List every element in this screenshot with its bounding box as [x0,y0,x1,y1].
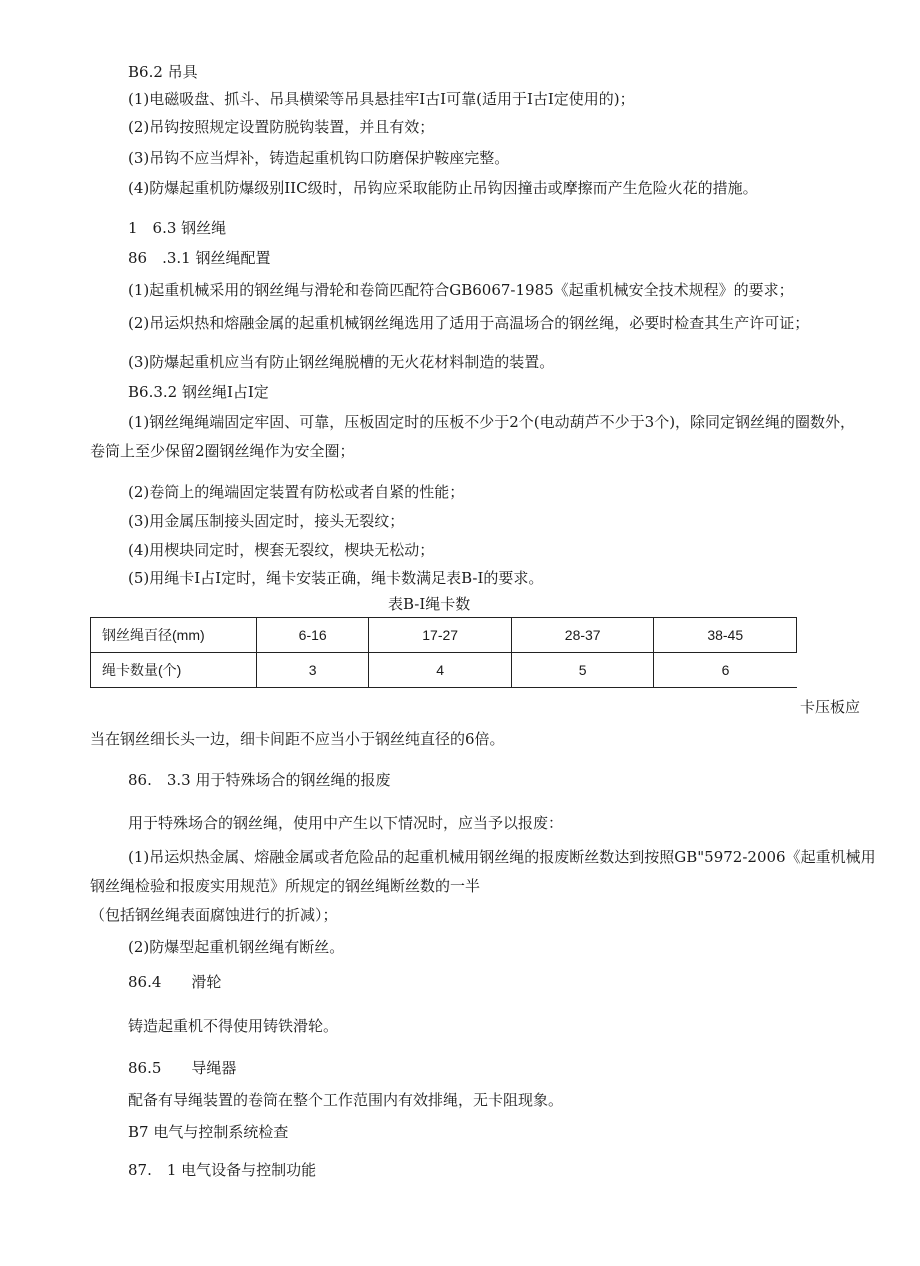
b62-item-4: (4)防爆起重机防爆级别IIC级时，吊钩应采取能防止吊钩因撞击或摩擦而产生危险火花的措施。 [128,179,758,197]
rope-clip-table [90,617,797,688]
b632-item-4: (4)用楔块同定时，楔套无裂纹，楔块无松动； [128,541,435,559]
section-b71-title: 87. 1 电气设备与控制功能 [128,1161,317,1179]
count-header-cell: 绳卡数量(个) [91,653,257,688]
count-cell: 4 [369,653,512,688]
b65-item-1: 配备有导绳装置的卷筒在整个工作范围内有效排绳，无卡阻现象。 [128,1091,564,1109]
section-b633-title: 86. 3.3 用于特殊场合的钢丝绳的报废 [128,771,391,789]
count-cell: 6 [654,653,797,688]
b631-item-2: (2)吊运炽热和熔融金属的起重机械钢丝绳选用了适用于高温场合的钢丝绳，必要时检查其生产许可证； [128,314,810,332]
b632-item-2: (2)卷筒上的绳端固定装置有防松或者自紧的性能； [128,483,465,501]
section-b7-title: B7 电气与控制系统检查 [128,1123,289,1141]
b632-item-1a: (1)钢丝绳绳端固定牢固、可靠，压板固定时的压板不少于2个(电动葫芦不少于3个)，除同定钢丝绳的圈数外， [128,413,856,431]
b631-item-1: (1)起重机械采用的钢丝绳与滑轮和卷筒匹配符合GB6067-1985《起重机械安全技术规程》的要求； [128,281,794,299]
section-b631-title: 86 .3.1 钢丝绳配置 [128,249,271,267]
section-b65-title: 86.5 导绳器 [128,1059,237,1077]
section-b62-title: B6.2 吊具 [128,63,198,81]
diameter-cell: 17-27 [369,618,512,653]
diameter-cell: 6-16 [257,618,369,653]
count-cell: 3 [257,653,369,688]
section-b64-title: 86.4 滑轮 [128,973,222,991]
b633-item-1b: 钢丝绳检验和报废实用规范》所规定的钢丝绳断丝数的一半 [90,877,481,895]
b62-item-3: (3)吊钩不应当焊补，铸造起重机钩口防磨保护鞍座完整。 [128,149,510,167]
b64-item-1: 铸造起重机不得使用铸铁滑轮。 [128,1017,339,1035]
diameter-header-cell: 钢丝绳百径(mm) [91,618,257,653]
b632-item-5: (5)用绳卡I占I定时，绳卡安装正确，绳卡数满足表B-I的要求。 [128,569,544,587]
after-table-text-a: 卡压板应 [800,698,861,716]
b633-item-2: (2)防爆型起重机钢丝绳有断丝。 [128,938,345,956]
diameter-cell: 28-37 [511,618,654,653]
b62-item-1: (1)电磁吸盘、抓斗、吊具横梁等吊具悬挂牢I古I可靠(适用于I古I定使用的)； [128,90,635,108]
b632-item-1b: 卷筒上至少保留2圈钢丝绳作为安全圈； [90,442,355,460]
b633-item-1a: (1)吊运炽热金属、熔融金属或者危险品的起重机械用钢丝绳的报废断丝数达到按照GB"5972-2006《起重机械用 [128,848,876,866]
after-table-text-b: 当在钢丝细长头一边，细卡间距不应当小于钢丝纯直径的6倍。 [90,730,505,748]
b631-item-3: (3)防爆起重机应当有防止钢丝绳脱槽的无火花材料制造的装置。 [128,353,555,371]
table-row-diameter [91,618,797,653]
count-cell: 5 [511,653,654,688]
table-caption: 表B-I绳卡数 [388,595,471,613]
section-b63-title: 1 6.3 钢丝绳 [128,219,227,237]
b632-item-3: (3)用金属压制接头固定时，接头无裂纹； [128,512,405,530]
b633-intro: 用于特殊场合的钢丝绳，使用中产生以下情况时，应当予以报废： [128,814,564,832]
b633-item-1c: （包括钢丝绳表面腐蚀进行的折减）； [90,906,338,924]
diameter-cell: 38-45 [654,618,797,653]
b62-item-2: (2)吊钩按照规定设置防脱钩装置，并且有效； [128,118,435,136]
section-b632-title: B6.3.2 钢丝绳I占I定 [128,383,269,401]
table-row-count [91,653,797,688]
